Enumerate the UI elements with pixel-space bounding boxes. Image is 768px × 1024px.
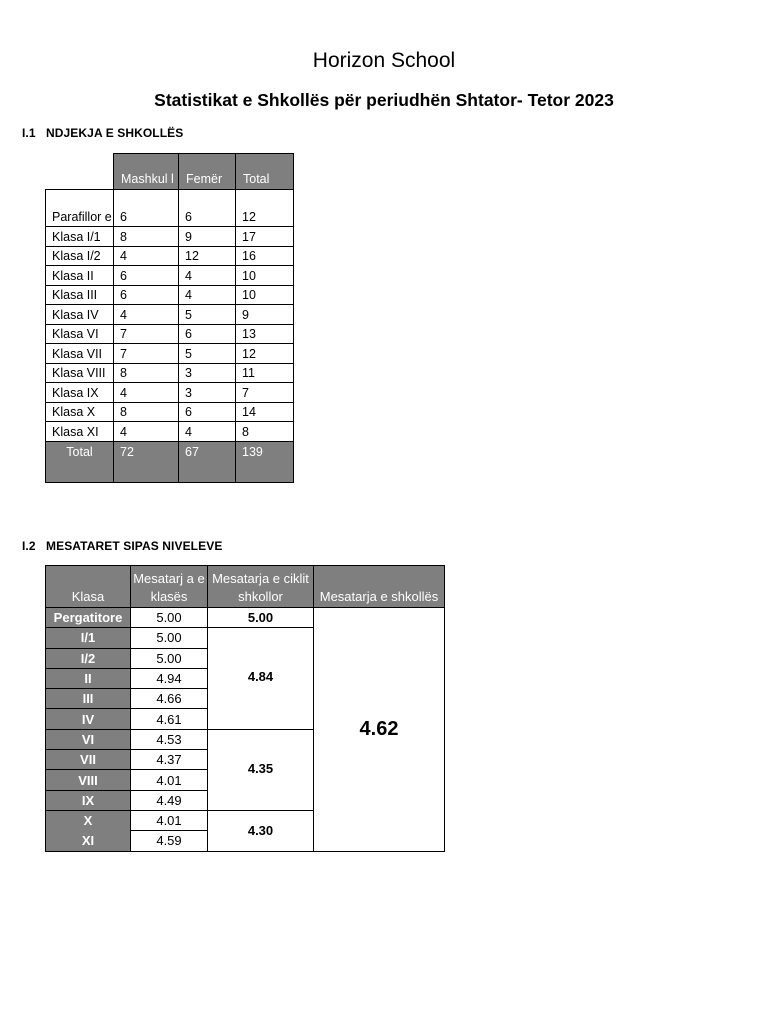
cycle-average: 4.35 — [247, 761, 274, 776]
cycle-average: 4.30 — [208, 810, 314, 851]
male-count: 6 — [114, 266, 179, 286]
section-heading-attendance — [22, 126, 183, 140]
table-row — [46, 402, 294, 422]
class-level: IV — [46, 709, 131, 729]
table-row — [46, 266, 294, 286]
total-count: 10 — [236, 266, 294, 286]
class-average: 5.00 — [131, 608, 208, 628]
total-count: 10 — [236, 285, 294, 305]
column-header-female: Femër — [179, 154, 236, 190]
male-total: 72 — [114, 441, 179, 482]
total-count: 17 — [236, 227, 294, 247]
class-name: Klasa II — [46, 266, 114, 286]
class-level: VII — [46, 750, 131, 770]
male-count: 4 — [114, 305, 179, 325]
total-row — [46, 441, 294, 482]
class-level: III — [46, 689, 131, 709]
column-header-class-average: Mesatarj a e klasës — [131, 566, 208, 608]
table-row — [46, 190, 294, 227]
female-total: 67 — [179, 441, 236, 482]
column-header-school-average: Mesatarja e shkollës — [314, 566, 445, 608]
total-count: 12 — [236, 344, 294, 364]
cycle-average: 5.00 — [208, 608, 314, 628]
table-row — [46, 246, 294, 266]
male-count: 4 — [114, 383, 179, 403]
table-row — [46, 363, 294, 383]
total-count: 12 — [236, 190, 294, 227]
class-level: VIII — [46, 770, 131, 790]
section-number: I.1 — [22, 126, 36, 140]
total-count: 13 — [236, 324, 294, 344]
male-count: 8 — [114, 402, 179, 422]
page-subtitle: Statistikat e Shkollës për periudhën Shtator- Tetor 2023 — [154, 90, 614, 110]
female-count: 4 — [179, 266, 236, 286]
female-count: 4 — [179, 285, 236, 305]
section-number: I.2 — [22, 539, 36, 553]
table-row — [46, 608, 445, 628]
class-average: 5.00 — [131, 648, 208, 668]
class-average: 4.53 — [131, 729, 208, 749]
class-name: Klasa IV — [46, 305, 114, 325]
male-count: 6 — [114, 285, 179, 305]
class-name: Klasa I/2 — [46, 246, 114, 266]
class-level: XI — [46, 831, 131, 851]
class-average: 5.00 — [131, 628, 208, 648]
class-average: 4.01 — [131, 770, 208, 790]
total-count: 9 — [236, 305, 294, 325]
total-count: 14 — [236, 402, 294, 422]
table-row — [46, 285, 294, 305]
female-count: 4 — [179, 422, 236, 442]
class-name: Klasa VIII — [46, 363, 114, 383]
school-average: 4.62 — [314, 608, 445, 852]
grand-total: 139 — [236, 441, 294, 482]
class-name: Klasa XI — [46, 422, 114, 442]
class-level: Pergatitore — [46, 608, 131, 628]
total-count: 11 — [236, 363, 294, 383]
female-count: 3 — [179, 383, 236, 403]
male-count: 6 — [114, 190, 179, 227]
class-average: 4.01 — [131, 810, 208, 830]
class-name: Klasa III — [46, 285, 114, 305]
section-title: NDJEKJA E SHKOLLËS — [46, 126, 184, 140]
male-count: 4 — [114, 422, 179, 442]
class-average: 4.61 — [131, 709, 208, 729]
class-name: Parafillor e — [46, 190, 114, 227]
total-count: 8 — [236, 422, 294, 442]
column-header-total: Total — [236, 154, 294, 190]
table-row — [46, 383, 294, 403]
female-count: 9 — [179, 227, 236, 247]
section-title: MESATARET SIPAS NIVELEVE — [46, 539, 223, 553]
class-name: Klasa X — [46, 402, 114, 422]
attendance-table — [45, 153, 294, 483]
class-average: 4.37 — [131, 750, 208, 770]
table-row — [46, 324, 294, 344]
class-average: 4.59 — [131, 831, 208, 851]
class-name: Klasa VII — [46, 344, 114, 364]
total-label: Total — [46, 441, 114, 482]
section-heading-averages — [22, 539, 222, 553]
class-average: 4.66 — [131, 689, 208, 709]
female-count: 12 — [179, 246, 236, 266]
male-count: 8 — [114, 227, 179, 247]
male-count: 4 — [114, 246, 179, 266]
male-count: 7 — [114, 344, 179, 364]
table-corner — [46, 154, 114, 190]
averages-table — [45, 565, 445, 852]
male-count: 7 — [114, 324, 179, 344]
class-name: Klasa VI — [46, 324, 114, 344]
class-level: VI — [46, 729, 131, 749]
class-level: I/1 — [46, 628, 131, 648]
table-row — [46, 227, 294, 247]
female-count: 5 — [179, 305, 236, 325]
column-header-male: Mashkul l — [114, 154, 179, 190]
female-count: 6 — [179, 402, 236, 422]
table-row — [46, 305, 294, 325]
total-count: 16 — [236, 246, 294, 266]
column-header-cycle-average: Mesatarja e ciklit shkollor — [208, 566, 314, 608]
page-title: Horizon School — [312, 49, 456, 72]
class-average: 4.94 — [131, 668, 208, 688]
female-count: 3 — [179, 363, 236, 383]
female-count: 6 — [179, 324, 236, 344]
class-level: IX — [46, 790, 131, 810]
female-count: 6 — [179, 190, 236, 227]
female-count: 5 — [179, 344, 236, 364]
total-count: 7 — [236, 383, 294, 403]
class-level: II — [46, 668, 131, 688]
table-row — [46, 422, 294, 442]
class-average: 4.49 — [131, 790, 208, 810]
class-name: Klasa IX — [46, 383, 114, 403]
column-header-class: Klasa — [46, 566, 131, 608]
class-level: X — [46, 810, 131, 830]
class-level: I/2 — [46, 648, 131, 668]
male-count: 8 — [114, 363, 179, 383]
class-name: Klasa I/1 — [46, 227, 114, 247]
table-row — [46, 344, 294, 364]
cycle-average: 4.84 — [247, 669, 274, 684]
